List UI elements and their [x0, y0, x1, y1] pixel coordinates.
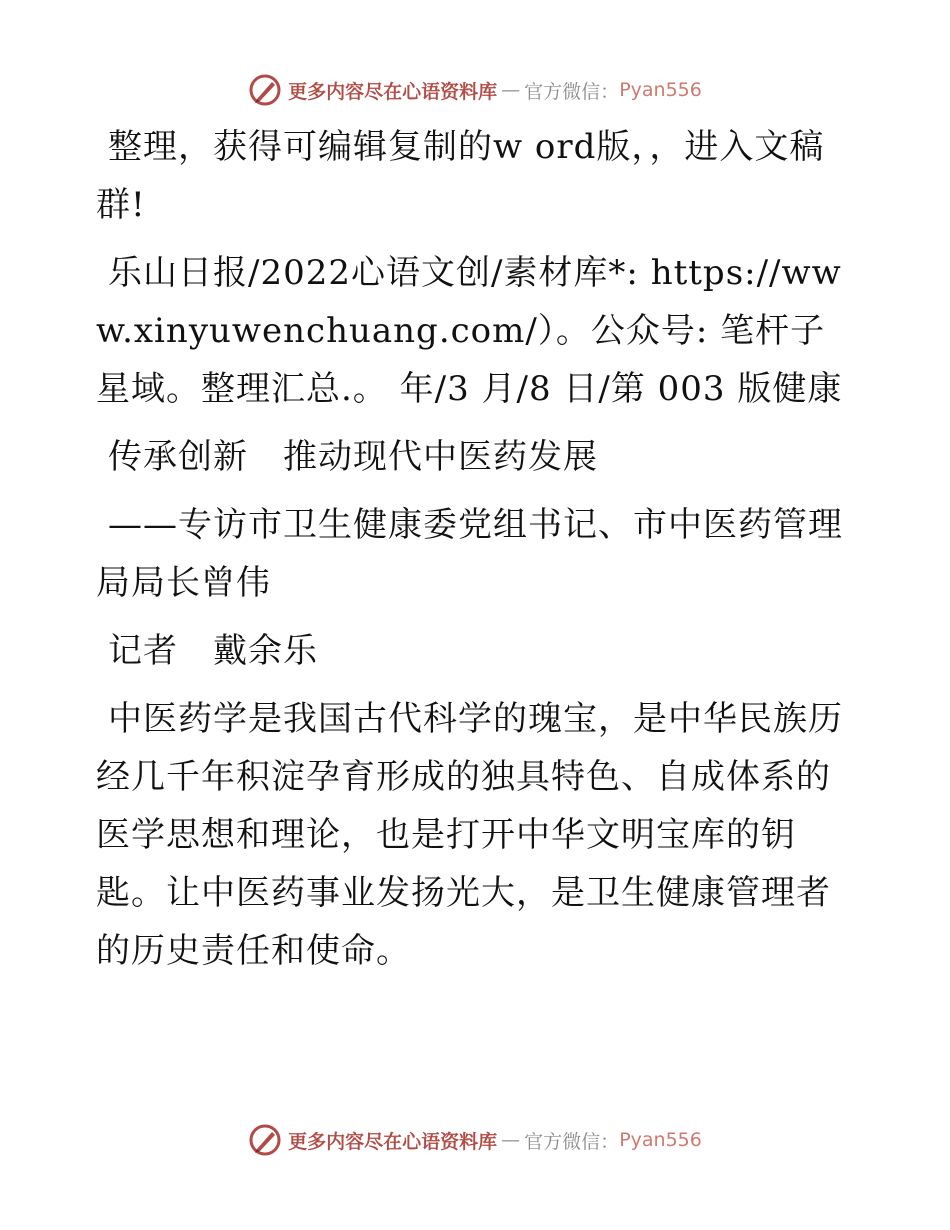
pen-logo-icon	[248, 1123, 282, 1157]
banner-main-text: 更多内容尽在心语资料库	[288, 1130, 498, 1153]
footer-watermark-banner	[0, 1120, 950, 1160]
banner-dash: —	[501, 79, 521, 101]
intro-paragraph: 整理，获得可编辑复制的w ord版，，进入文稿群!	[96, 127, 825, 225]
document-body	[96, 118, 856, 997]
header-watermark-banner	[0, 70, 950, 110]
banner-handle: Pyan556	[619, 1129, 702, 1151]
pen-logo-icon	[248, 73, 282, 107]
banner-handle: Pyan556	[619, 79, 702, 101]
banner-wechat-label: 官方微信：	[524, 80, 620, 103]
article-subtitle: ——专访市卫生健康委党组书记、市中医药管理局局长曾伟	[96, 505, 843, 603]
body-paragraph: 中医药学是我国古代科学的瑰宝，是中华民族历经几千年积淀孕育形成的独具特色、自成体系的医学思想和理论，也是打开中华文明宝库的钥匙。让中医药事业发扬光大，是卫生健康管理者的历史责任和使命。	[96, 699, 843, 971]
source-paragraph: 乐山日报/2022心语文创/素材库*: https://www.xinyuwenchuang.com/）。公众号: 笔杆子星域。整理汇总.。 年/3 月/8 日/第 003 版健康	[96, 253, 843, 409]
banner-wechat-label: 官方微信：	[524, 1130, 620, 1153]
reporter-line: 记者 戴余乐	[108, 631, 318, 671]
banner-dash: —	[501, 1129, 521, 1151]
article-title: 传承创新 推动现代中医药发展	[108, 437, 598, 477]
banner-main-text: 更多内容尽在心语资料库	[288, 80, 498, 103]
